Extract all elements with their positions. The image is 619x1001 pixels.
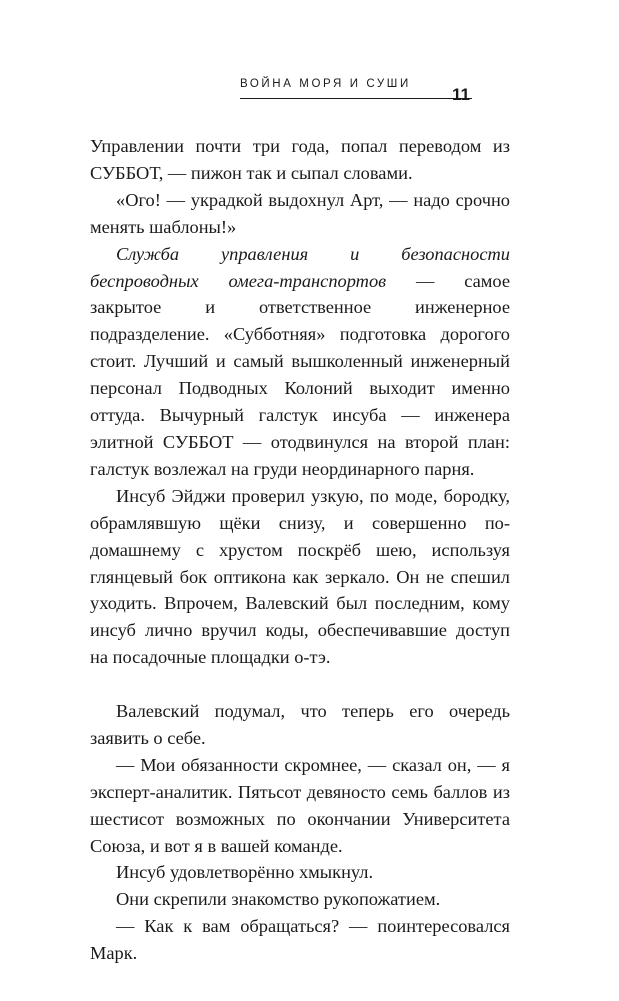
paragraph-3: [90, 241, 510, 483]
running-title: ВОЙНА МОРЯ И СУШИ: [240, 78, 411, 90]
paragraph-6: — Мои обязанности скромнее, — сказал он, — я эксперт-аналитик. Пятьсот девяносто семь баллов из шестисот возможных по окончании Университета Союза, и вот я в вашей команде.: [90, 754, 510, 856]
paragraph-7: Инсуб удовлетворённо хмыкнул.: [116, 862, 374, 883]
paragraph-1: Управлении почти три года, попал переводом из СУББОТ, — пижон так и сыпал словами.: [90, 136, 510, 183]
paragraph-3-text: — самое закрытое и ответственное инженерное подразделение. «Субботняя» подготовка дорогого стоит. Лучший и самый вышколенный инженерный персонал Подводных Колоний выходит именно оттуда. Вычурный галстук инсуба — инженера элитной СУББОТ — отодвинулся на второй план: галстук возлежал на груди неординарного парня.: [90, 270, 511, 479]
paragraph-3-italic: Служба управления и безопасности беспроводных омега-транспортов: [90, 243, 510, 291]
paragraph-2: «Ого! — украдкой выдохнул Арт, — надо срочно менять шаблоны!»: [90, 189, 510, 237]
paragraph-8: Они скрепили знакомство рукопожатием.: [116, 889, 441, 910]
page-header: [240, 76, 472, 106]
paragraph-4: Инсуб Эйджи проверил узкую, по моде, бородку, обрамлявшую щёки снизу, и совершенно по-домашнему с хрустом поскрёб шею, используя глянцевый бок оптикона как зеркало. Он не спешил уходить. Впрочем, Валевский был последним, кому инсуб лично вручил коды, обеспечивавшие доступ на посадочные площадки о-тэ.: [90, 485, 510, 668]
body-text: [90, 133, 510, 967]
page-number: 11: [452, 85, 470, 104]
header-rule: [240, 98, 472, 99]
paragraph-9: — Как к вам обращаться? — поинтересовался Марк.: [90, 916, 510, 964]
paragraph-5: Валевский подумал, что теперь его очередь заявить о себе.: [90, 701, 510, 748]
